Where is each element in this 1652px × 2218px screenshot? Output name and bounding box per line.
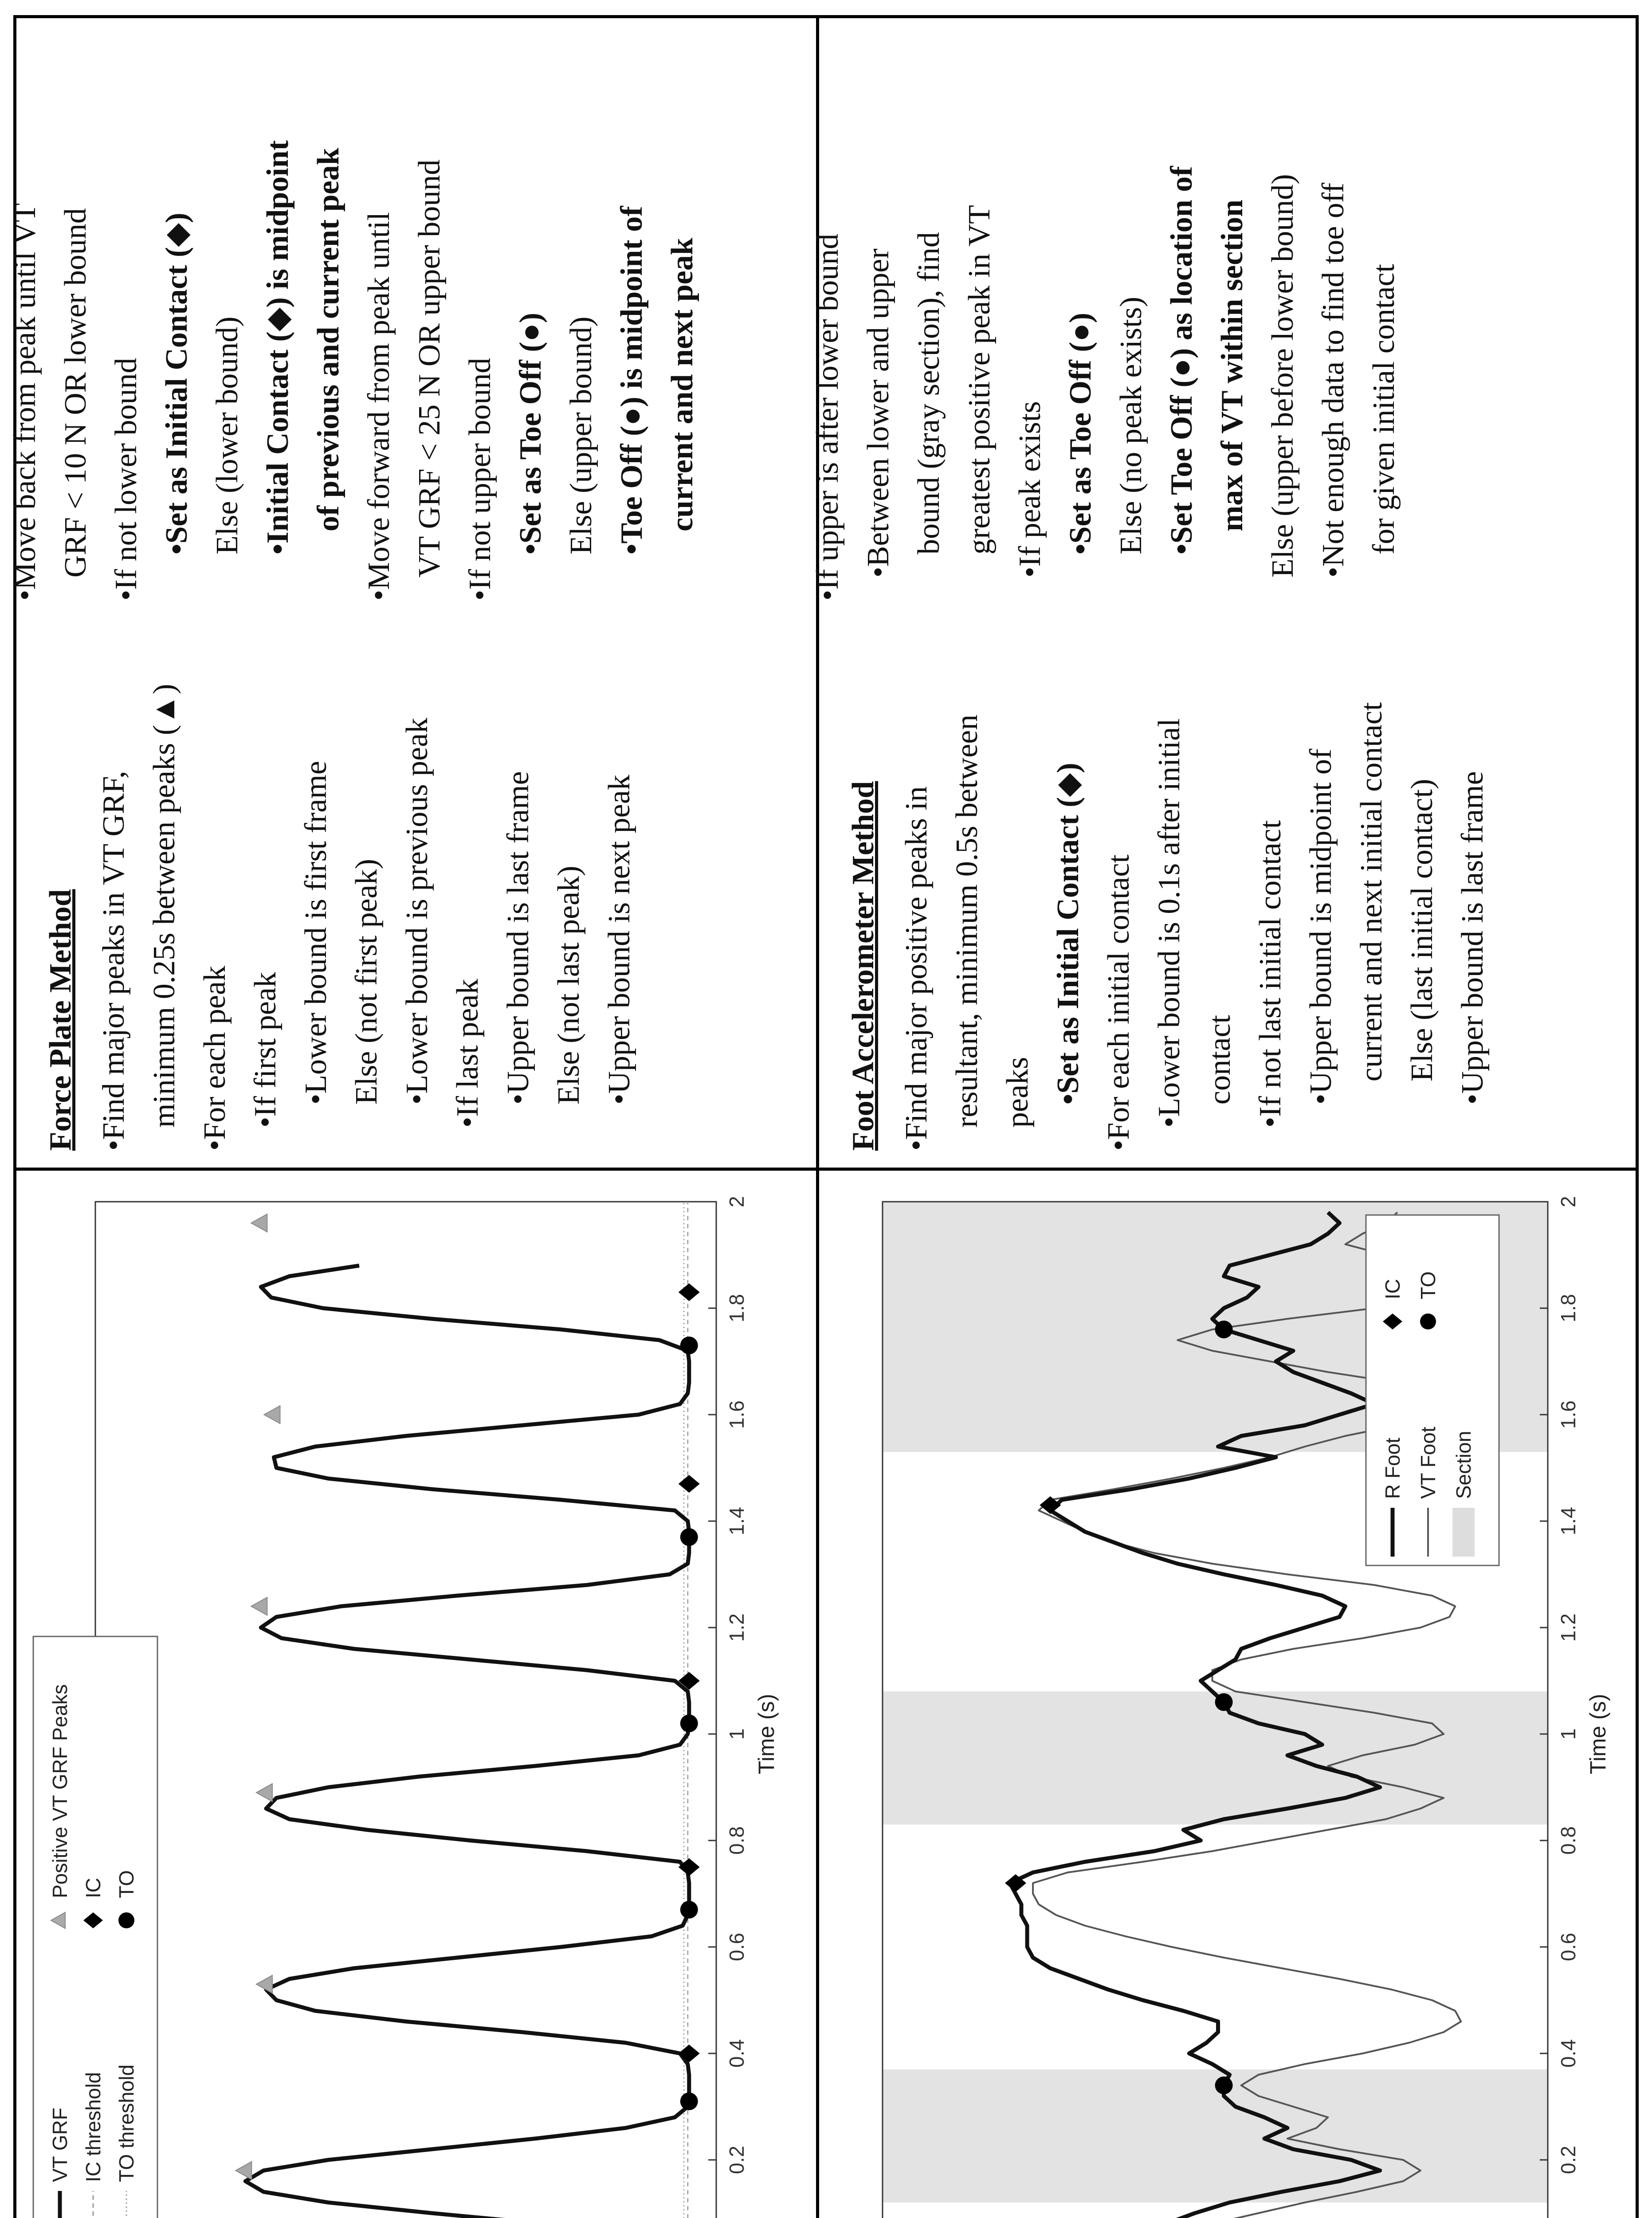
- force-plate-step-line: •Upper bound is next peak: [602, 775, 636, 1105]
- peak-triangle-marker: [264, 1406, 280, 1424]
- foot-accel-step-line: contact: [1203, 1015, 1237, 1105]
- force-plate-step-line: •Set as Initial Contact (◆): [160, 212, 194, 554]
- force-plate-chart: [16, 1173, 814, 2218]
- foot-accel-step-line: Else (last initial contact): [1405, 779, 1439, 1081]
- peak-triangle-marker: [251, 1597, 267, 1615]
- foot-accel-step-line: •Set Toe Off (●) as location of: [1165, 166, 1199, 554]
- legend-label: TO: [1417, 1271, 1440, 1299]
- vt-grf-series-line: [245, 1266, 689, 2218]
- foot-accel-step-line: •Upper bound is midpoint of: [1304, 748, 1338, 1105]
- section-band: [883, 2069, 1548, 2202]
- foot-accel-step-line: peaks: [1001, 1057, 1035, 1128]
- x-tick-label: 0.4: [725, 2039, 748, 2068]
- force-plate-step-line: VT GRF < 25 N OR upper bound: [412, 159, 447, 578]
- x-tick-label: 2: [1557, 1196, 1580, 1207]
- force-plate-step-line: •If not lower bound: [109, 358, 143, 601]
- to-circle-marker: [1215, 2076, 1233, 2094]
- force-plate-step-line: •Initial Contact (◆) is midpoint: [261, 140, 295, 554]
- ic-diamond-marker: [679, 2045, 700, 2062]
- x-tick-label: 1.8: [725, 1294, 748, 1322]
- foot-accel-step-line: •Lower bound is 0.1s after initial: [1152, 718, 1186, 1128]
- foot-accel-step-line: •Set as Toe Off (●): [1063, 312, 1098, 554]
- foot-accel-step-line: •If peak exists: [1013, 401, 1047, 578]
- to-circle-marker: [680, 1337, 698, 1354]
- force-plate-steps-col1: [89, 592, 645, 1151]
- force-plate-step-line: •Find major peaks in VT GRF,: [97, 771, 131, 1151]
- force-plate-step-line: •Toe Off (●) is midpoint of: [615, 206, 649, 554]
- vertical-divider-a: [13, 1168, 818, 1171]
- x-axis-label: Time (s): [1585, 1694, 1610, 1774]
- foot-accelerometer-method-text: [811, 33, 1628, 1151]
- vertical-divider-b: [816, 1168, 1639, 1171]
- to-circle-marker: [680, 1528, 698, 1546]
- peak-triangle-marker: [256, 1784, 272, 1801]
- x-tick-label: 1: [1557, 1728, 1580, 1740]
- x-tick-label: 0.2: [725, 2146, 748, 2174]
- force-plate-step-line: •If last peak: [451, 979, 485, 1128]
- x-tick-label: 0.8: [725, 1826, 748, 1855]
- to-circle-marker: [1215, 1693, 1233, 1711]
- x-tick-label: 1.2: [725, 1613, 748, 1642]
- x-tick-label: 0.8: [1557, 1826, 1580, 1855]
- force-plate-step-line: •Move forward from peak until: [362, 212, 396, 601]
- foot-accelerometer-steps-col2: [803, 24, 1409, 601]
- force-plate-step-line: •Lower bound is previous peak: [400, 717, 434, 1105]
- legend-label: VT Foot: [1417, 1427, 1440, 1499]
- foot-accel-step-line: •If not last initial contact: [1253, 820, 1287, 1128]
- legend-label: IC: [82, 1878, 105, 1898]
- force-plate-step-line: •Upper bound is last frame: [501, 771, 535, 1105]
- foot-accel-step-line: Else (upper before lower bound): [1266, 174, 1300, 578]
- legend-label: R Foot: [1381, 1437, 1404, 1499]
- force-plate-method-text: [8, 33, 807, 1151]
- peak-triangle-marker: [251, 1214, 267, 1232]
- x-tick-label: 1.6: [725, 1400, 748, 1429]
- to-circle-marker: [1215, 1321, 1233, 1338]
- legend-label: TO threshold: [115, 2064, 138, 2182]
- x-axis-label: Time (s): [754, 1694, 779, 1774]
- x-tick-label: 0.6: [1557, 1933, 1580, 1961]
- force-plate-step-line: •Set as Toe Off (●): [514, 312, 548, 554]
- legend-box: [1366, 1215, 1499, 1565]
- foot-accelerometer-method-heading: Foot Accelerometer Method: [846, 781, 880, 1151]
- force-plate-step-line: •For each peak: [198, 965, 232, 1151]
- ic-diamond-marker: [679, 1475, 700, 1493]
- to-circle-marker: [680, 1715, 698, 1732]
- x-tick-label: 0.4: [1557, 2039, 1580, 2068]
- x-tick-label: 1.6: [1557, 1400, 1580, 1429]
- x-tick-label: 1.8: [1557, 1294, 1580, 1322]
- x-tick-label: 1.2: [1557, 1613, 1580, 1642]
- force-plate-step-line: •If not upper bound: [463, 358, 497, 601]
- foot-accelerometer-steps-col1: [891, 592, 1498, 1151]
- x-tick-label: 1.4: [1557, 1507, 1580, 1535]
- x-tick-label: 0.2: [1557, 2146, 1580, 2174]
- force-plate-step-line: current and next peak: [665, 238, 699, 531]
- foot-accel-step-line: •Upper bound is last frame: [1456, 771, 1490, 1105]
- to-circle-marker: [680, 2092, 698, 2110]
- foot-accel-step-line: greatest positive peak in VT: [962, 205, 997, 554]
- legend-label: IC: [1381, 1279, 1404, 1299]
- force-plate-step-line: minimum 0.25s between peaks (▲): [147, 684, 181, 1128]
- legend-label: VT GRF: [48, 2108, 71, 2182]
- foot-accel-step-line: •Find major positive peaks in: [899, 786, 934, 1151]
- x-tick-label: 1: [725, 1728, 748, 1740]
- ic-diamond-marker: [679, 1283, 700, 1301]
- section-band: [883, 1691, 1548, 1825]
- foot-accel-step-line: •Between lower and upper: [861, 248, 895, 578]
- legend-label: Section: [1452, 1431, 1475, 1499]
- foot-accel-step-line: max of VT within section: [1215, 199, 1249, 531]
- foot-accelerometer-chart: [820, 1173, 1636, 2218]
- legend-label: Positive VT GRF Peaks: [48, 1684, 71, 1898]
- foot-accel-step-line: resultant, minimum 0.5s between: [950, 714, 984, 1128]
- foot-accel-step-line: •If upper is after lower bound: [811, 233, 845, 601]
- force-plate-step-line: of previous and current peak: [311, 148, 345, 531]
- foot-accel-step-line: current and next initial contact: [1354, 702, 1389, 1081]
- x-tick-label: 1.4: [725, 1507, 748, 1535]
- legend-circle-icon: [1420, 1313, 1436, 1329]
- legend-label: TO: [115, 1870, 138, 1898]
- x-tick-label: 0.6: [725, 1933, 748, 1961]
- legend-label: IC threshold: [82, 2072, 105, 2182]
- force-plate-step-line: •If first peak: [248, 971, 283, 1128]
- force-plate-step-line: Else (lower bound): [210, 316, 244, 554]
- force-plate-method-heading: Force Plate Method: [43, 889, 78, 1151]
- to-circle-marker: [680, 1901, 698, 1919]
- foot-accel-step-line: for given initial contact: [1367, 263, 1401, 554]
- force-plate-step-line: Else (not last peak): [552, 865, 586, 1105]
- foot-accel-step-line: •Set as Initial Contact (◆): [1051, 763, 1085, 1105]
- foot-accel-step-line: bound (gray section), find: [912, 232, 946, 554]
- foot-accel-step-line: •Not enough data to find toe off: [1316, 182, 1350, 578]
- plot-area-frame: [95, 1202, 716, 2218]
- force-plate-step-line: Else (upper bound): [564, 316, 598, 554]
- force-plate-steps-col2: [0, 24, 708, 601]
- force-plate-step-line: GRF < 10 N OR lower bound: [59, 208, 93, 578]
- peak-triangle-marker: [235, 2162, 251, 2179]
- force-plate-step-line: Else (not first peak): [349, 859, 384, 1105]
- foot-accel-step-line: Else (no peak exists): [1114, 296, 1148, 554]
- foot-accel-step-line: •For each initial contact: [1102, 854, 1136, 1151]
- force-plate-step-line: •Lower bound is first frame: [299, 761, 333, 1105]
- force-plate-step-line: •Move back from peak until VT: [8, 203, 42, 601]
- legend-section-swatch: [1452, 1508, 1475, 1557]
- legend-circle-icon: [118, 1912, 134, 1928]
- x-tick-label: 2: [725, 1196, 748, 1207]
